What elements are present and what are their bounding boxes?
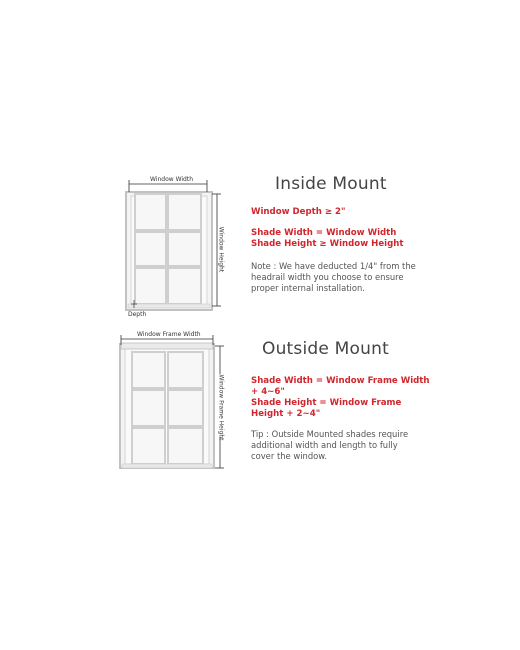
inside-note-line: headrail width you choose to ensure: [251, 272, 404, 282]
depth-rule: Window Depth ≥ 2": [251, 207, 346, 217]
outside-rule-line: Shade Height = Window Frame: [251, 398, 402, 408]
inside-width-label: Window Width: [150, 176, 193, 183]
inside-mount-title: Inside Mount: [275, 174, 387, 194]
outside-tip-line: additional width and length to fully: [251, 440, 398, 450]
outside-tip-line: cover the window.: [251, 451, 328, 461]
outside-tip: [251, 429, 408, 462]
outside-rule-line: + 4~6": [251, 387, 285, 397]
outside-tip-line: Tip : Outside Mounted shades require: [251, 429, 409, 439]
outside-rule-line: Shade Width = Window Frame Width: [251, 376, 430, 386]
outside-rules: [251, 376, 430, 420]
width-rule: Shade Width = Window Width: [251, 228, 397, 238]
outside-rule-line: Height + 2~4": [251, 409, 321, 419]
depth-label: Depth: [128, 311, 147, 318]
height-rule: Shade Height ≥ Window Height: [251, 239, 404, 249]
inside-note: [251, 261, 416, 294]
outside-width-label: Window Frame Width: [137, 331, 201, 338]
inside-height-label: Window Height: [218, 225, 225, 275]
outside-height-label: Window Frame Height: [217, 374, 225, 441]
inside-note-line: Note : We have deducted 1/4" from the: [251, 261, 416, 271]
outside-mount-title: Outside Mount: [262, 339, 389, 359]
inside-note-line: proper internal installation.: [251, 283, 365, 293]
